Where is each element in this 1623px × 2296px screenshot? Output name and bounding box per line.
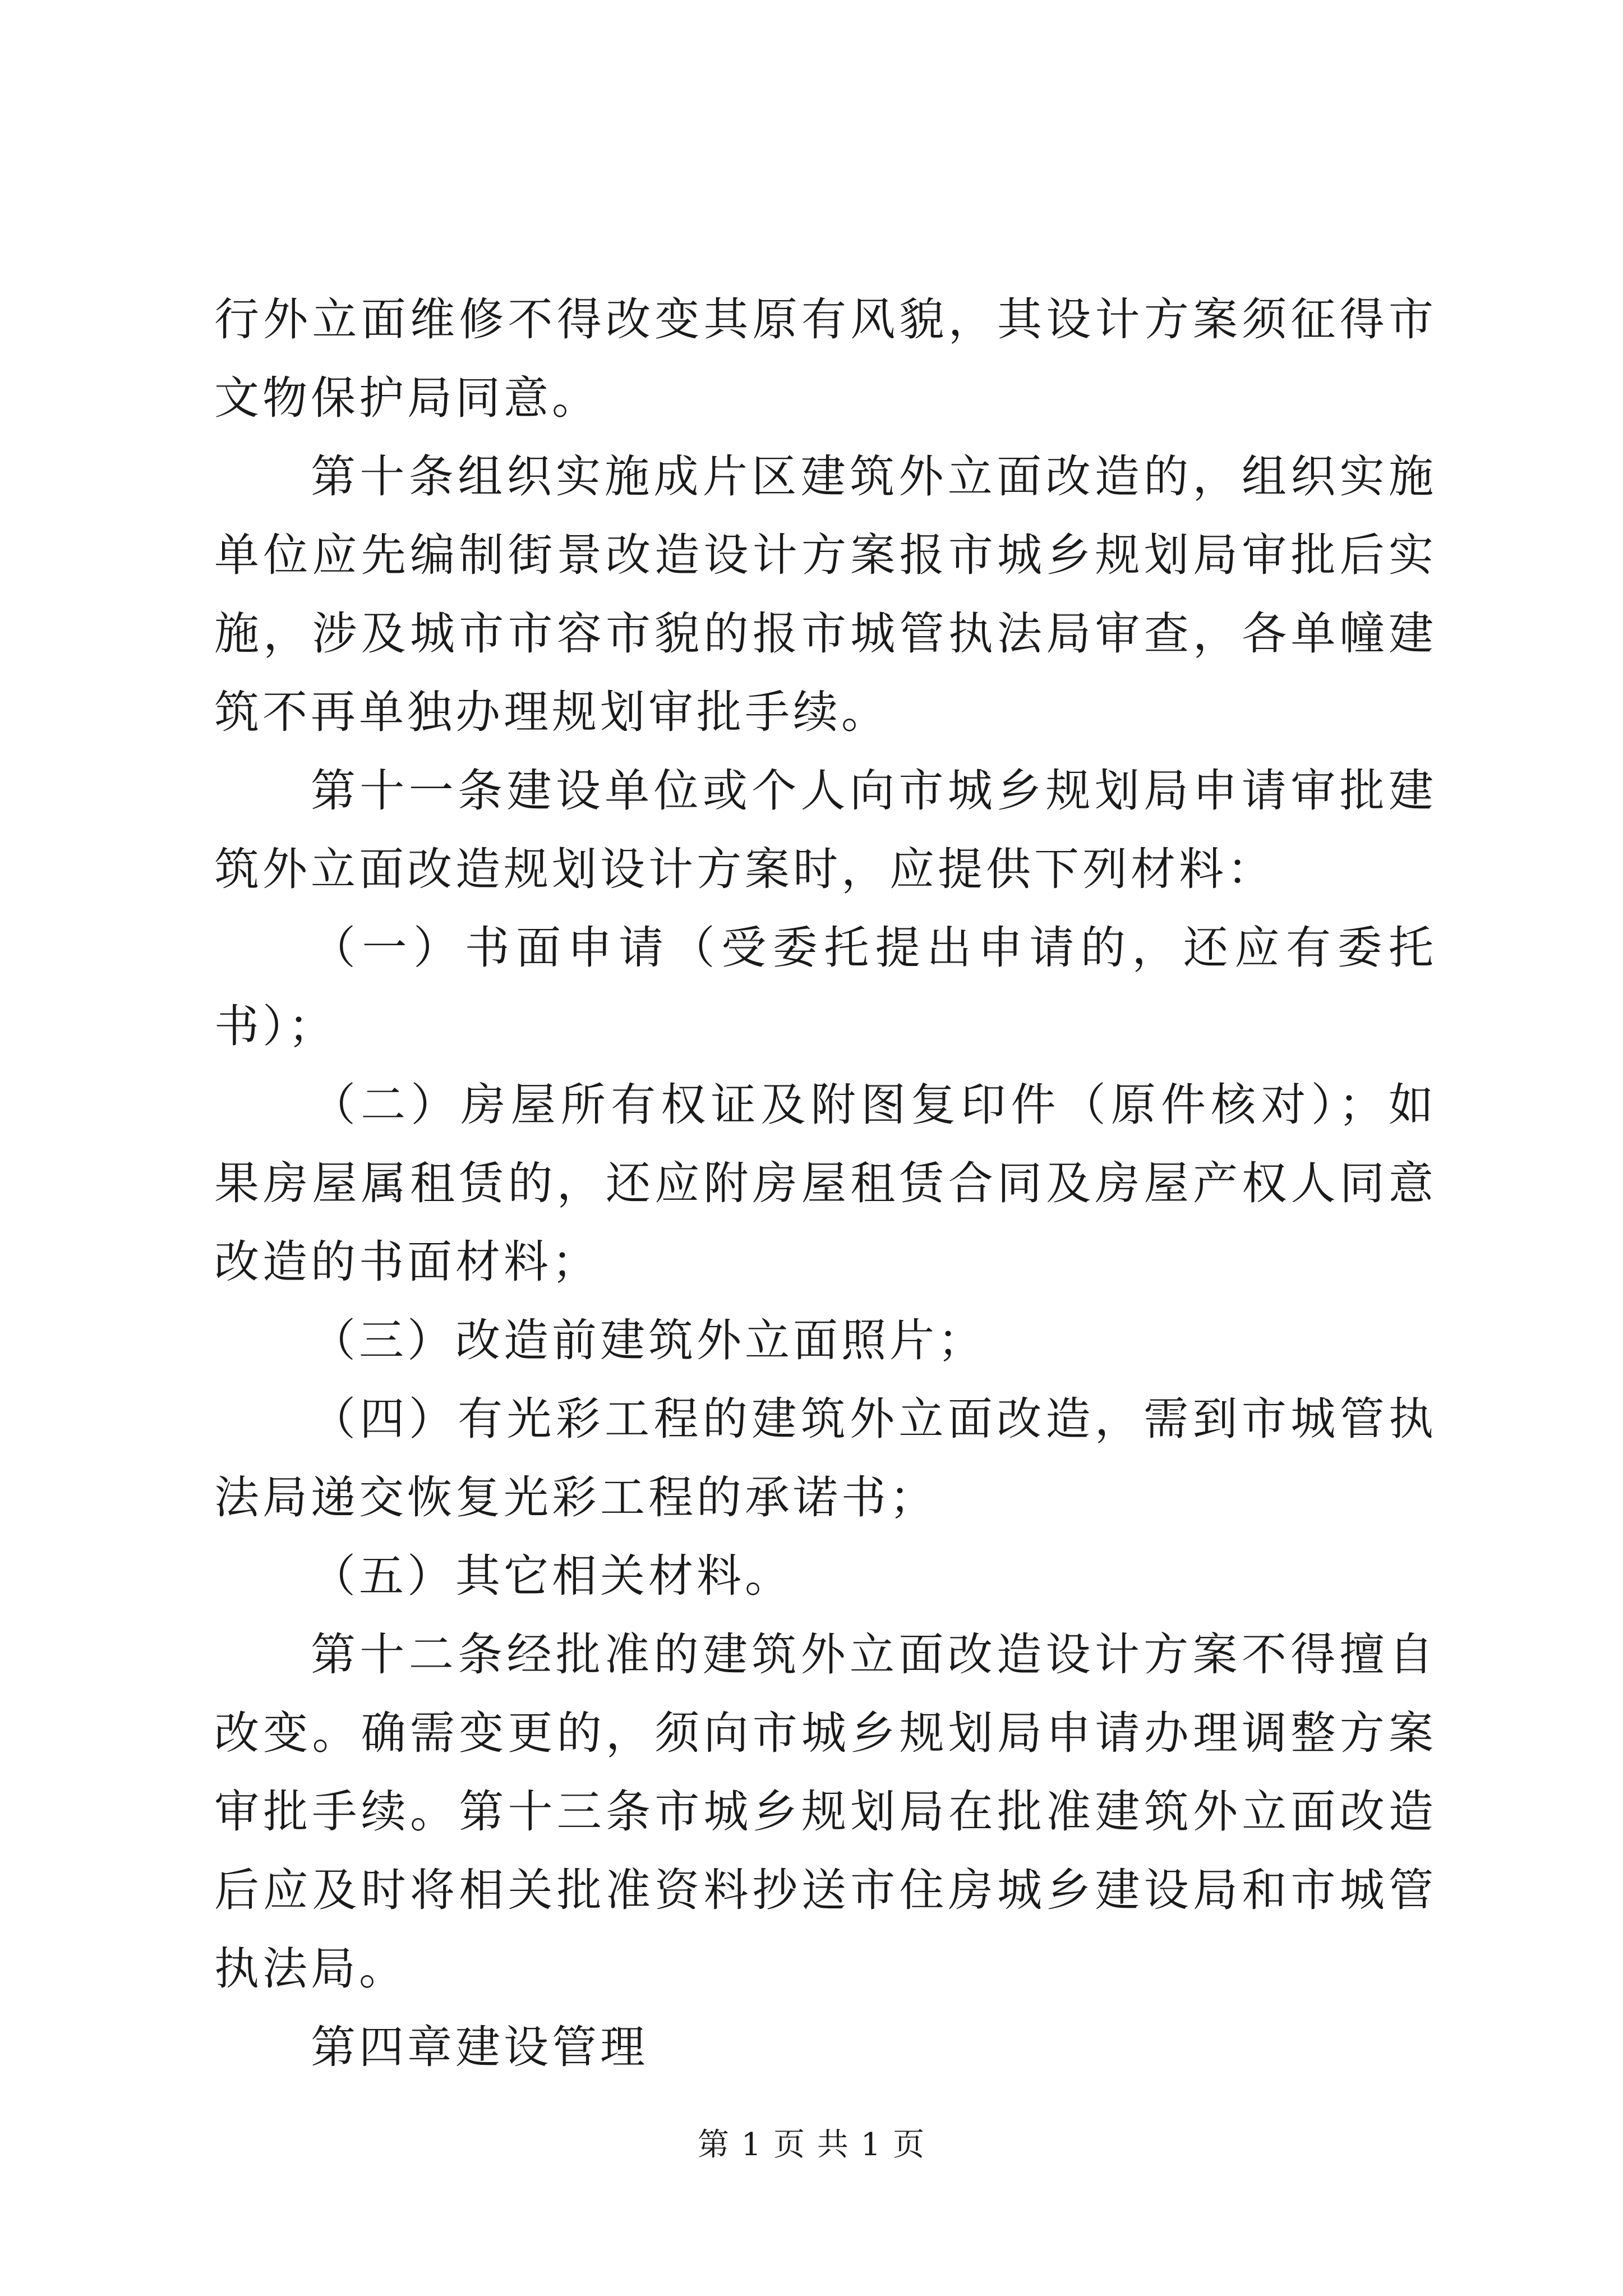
- document-body: [214, 280, 1437, 2087]
- paragraph-continuation: 行外立面维修不得改变其原有风貌，其设计方案须征得市文物保护局同意。: [214, 293, 1437, 424]
- list-item-2: （二）房屋所有权证及附图复印件（原件核对）；如果房屋属租赁的，还应附房屋租赁合同及房屋产权人同意改造的书面材料；: [214, 1079, 1437, 1288]
- paragraph-article-11: 第十一条建设单位或个人向市城乡规划局申请审批建筑外立面改造规划设计方案时，应提供下列材料：: [214, 765, 1437, 895]
- chapter-heading: 第四章建设管理: [311, 2021, 648, 2073]
- list-item-1: （一）书面申请（受委托提出申请的，还应有委托书）；: [214, 922, 1437, 1052]
- page-footer: 第 1 页 共 1 页: [697, 2127, 926, 2163]
- list-item-4: （四）有光彩工程的建筑外立面改造，需到市城管执法局递交恢复光彩工程的承诺书；: [214, 1393, 1437, 1524]
- list-item-5: （五）其它相关材料。: [311, 1550, 793, 1602]
- list-item-3: （三）改造前建筑外立面照片；: [311, 1314, 986, 1366]
- paragraph-article-12: 第十二条经批准的建筑外立面改造设计方案不得擅自改变。确需变更的，须向市城乡规划局申请办理调整方案审批手续。第十三条市城乡规划局在批准建筑外立面改造后应及时将相关批准资料抄送市住房城乡建设局和市城管执法局。: [214, 1628, 1437, 1995]
- paragraph-article-10: 第十条组织实施成片区建筑外立面改造的，组织实施单位应先编制街景改造设计方案报市城乡规划局审批后实施，涉及城市市容市貌的报市城管执法局审查，各单幢建筑不再单独办理规划审批手续。: [214, 450, 1437, 738]
